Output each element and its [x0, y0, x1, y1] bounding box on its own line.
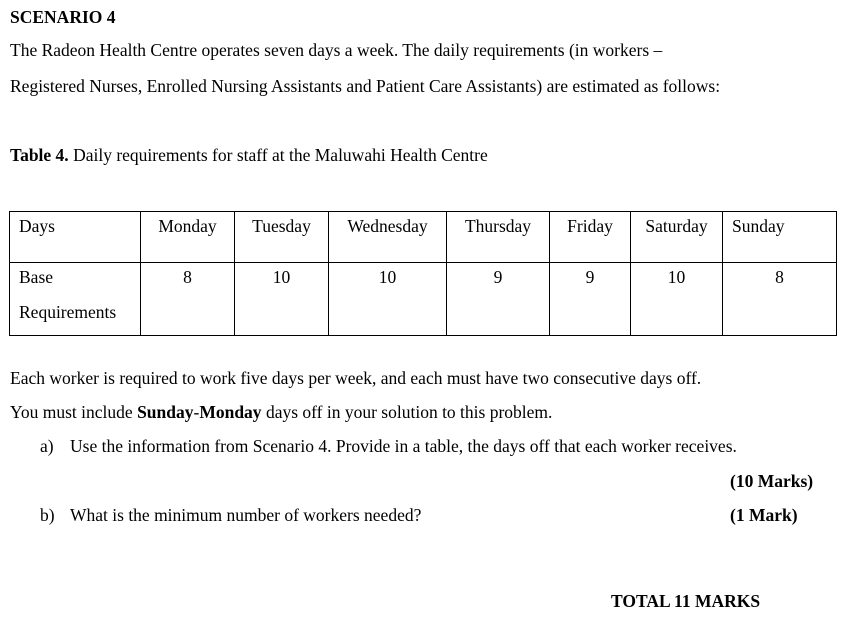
paragraph-line-2-post: days off in your solution to this problem. — [261, 402, 553, 422]
paragraph-line-2-pre: You must include — [10, 402, 138, 422]
question-b-label: b) — [40, 505, 55, 525]
header-day: Tuesday — [235, 212, 329, 263]
value-cell: 10 — [235, 263, 329, 336]
paragraph-line-1: Each worker is required to work five days per week, and each must have two consecutive days off. — [10, 368, 702, 388]
header-day: Saturday — [631, 212, 723, 263]
header-day: Thursday — [447, 212, 550, 263]
bold-monday: Monday — [199, 402, 262, 422]
question-a-marks: (10 Marks) — [730, 471, 814, 491]
question-b-marks: (1 Mark) — [730, 505, 798, 525]
bold-sunday: Sunday — [137, 402, 194, 422]
table-header-row — [10, 212, 837, 263]
paragraph-dash: - — [193, 402, 200, 422]
total-marks: TOTAL 11 MARKS — [611, 591, 761, 611]
value-cell: 10 — [329, 263, 447, 336]
intro-line-1: The Radeon Health Centre operates seven days a week. The daily requirements (in workers – — [10, 40, 663, 60]
value-cell: 9 — [550, 263, 631, 336]
question-b — [40, 505, 421, 526]
value-cell: 8 — [141, 263, 235, 336]
table-caption-text: Daily requirements for staff at the Maluwahi Health Centre — [68, 145, 488, 165]
row-label-line-2: Requirements — [19, 302, 117, 322]
question-a — [40, 436, 737, 457]
header-day: Sunday — [723, 212, 837, 263]
table-row — [10, 263, 837, 336]
header-day: Wednesday — [329, 212, 447, 263]
value-cell: 9 — [447, 263, 550, 336]
row-label-line-1: Base — [19, 267, 54, 287]
question-a-text: Use the information from Scenario 4. Provide in a table, the days off that each worker receives. — [70, 436, 737, 456]
header-day: Monday — [141, 212, 235, 263]
table-caption-label: Table 4. — [10, 145, 69, 165]
header-day: Friday — [550, 212, 631, 263]
value-cell: 8 — [723, 263, 837, 336]
table-caption — [10, 145, 488, 166]
intro-line-2: Registered Nurses, Enrolled Nursing Assistants and Patient Care Assistants) are estimated as follows: — [10, 76, 721, 96]
value-cell: 10 — [631, 263, 723, 336]
requirements-table — [9, 211, 837, 336]
scenario-title: SCENARIO 4 — [10, 7, 116, 27]
question-a-label: a) — [40, 436, 54, 456]
row-label — [10, 263, 141, 336]
paragraph-line-2 — [10, 402, 552, 423]
header-days: Days — [10, 212, 141, 263]
question-b-text: What is the minimum number of workers needed? — [70, 505, 422, 525]
